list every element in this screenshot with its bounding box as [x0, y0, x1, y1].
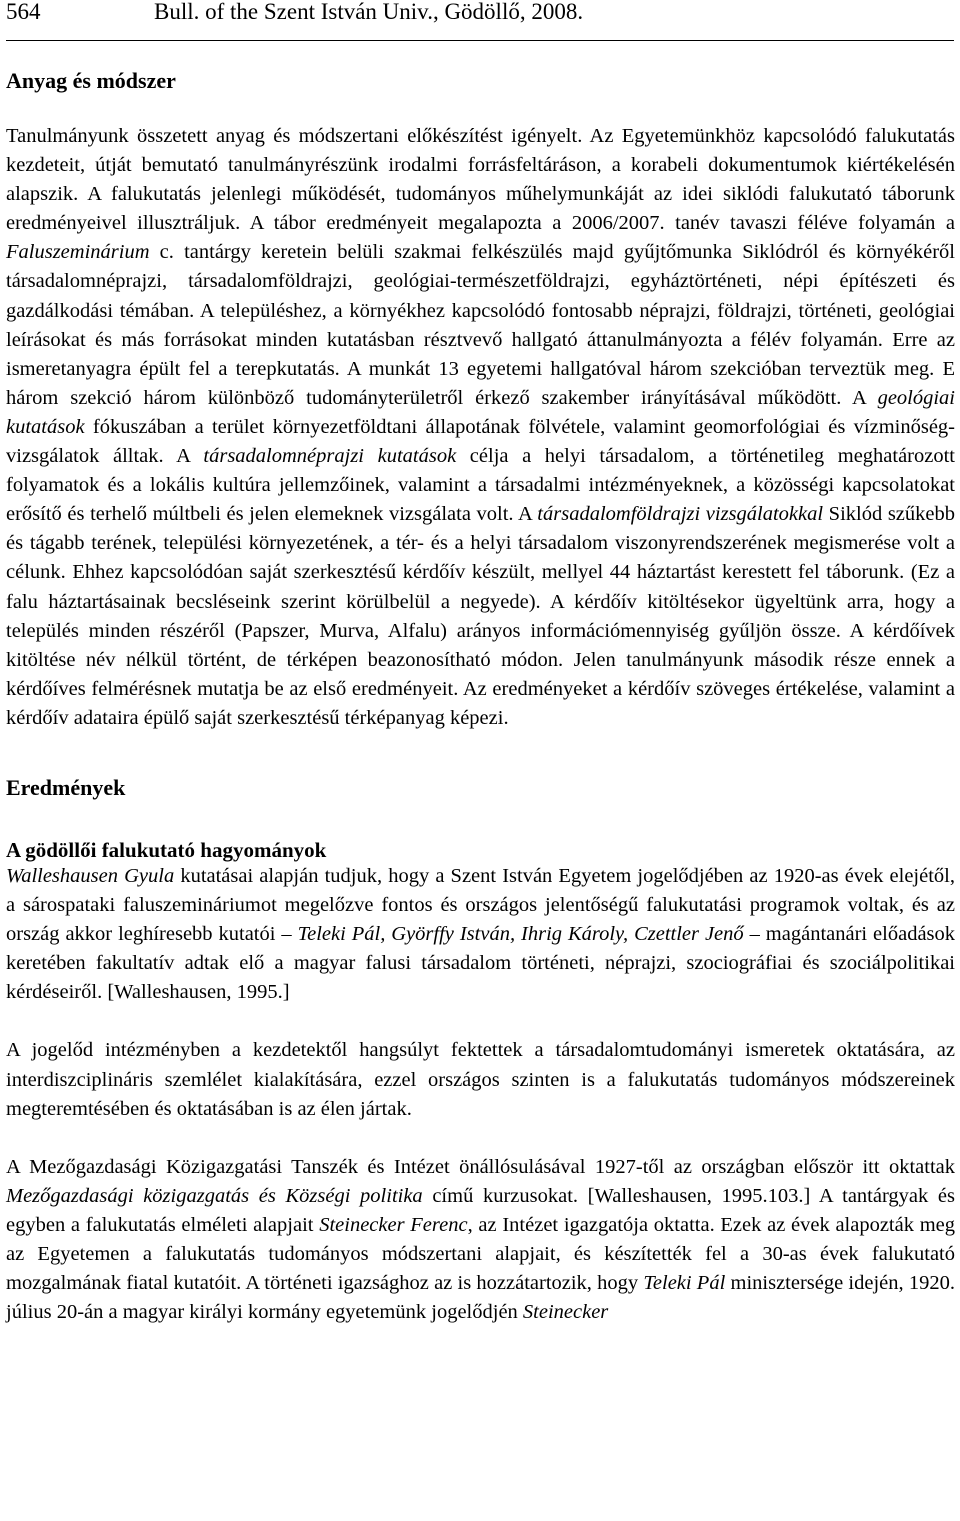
- section-heading-methods: Anyag és módszer: [6, 68, 176, 93]
- results-paragraph-2: A jogelőd intézményben a kezdetektől hangsúlyt fektettek a társadalomtudományi ismeretek oktatására, az interdiszciplináris szemlélet kialakítására, ezzel országos szinten is a falukutatás tudományos módszereinek megteremtésében és oktatásában is az élen jártak.: [6, 1039, 955, 1120]
- results-paragraph-1: Walleshausen Gyula kutatásai alapján tudjuk, hogy a Szent István Egyetem jogelődjében az 1920-as évek elejétől, a sárospataki faluszemináriumot megelőzve fontos és országos jelentőségű falukutatási programok voltak, és az ország akkor leghíresebb kutatói – Teleki Pál, Györffy István, Ihrig Károly, Czettler Jenő – magántanári előadások keretében fakultatív adtak elő a magyar falusi társadalom történeti, néprajzi, szociográfiai és szociálpolitikai kérdéseiről. [Walleshausen, 1995.]: [6, 864, 956, 1004]
- subsection-heading: A gödöllői falukutató hagyományok: [6, 837, 327, 862]
- methods-paragraph: Tanulmányunk összetett anyag és módszertani előkészítést igényelt. Az Egyetemünkhöz kapcsolódó falukutatás kezdeteit, útját bemutató tanulmányrészünk irodalmi forrásfeltáráson, a korabeli dokumentumok kiértékelésén alapszik. A falukutatás jelenlegi működését, tudományos műhelymunkáját az idei siklódi falukutató táborunk eredményeivel illusztráljuk. A tábor eredményeit megalapozta a 2006/2007. tanév tavaszi féléve folyamán a Faluszeminárium c. tantárgy keretein belüli szakmai felkészülés majd gyűjtőmunka Siklódról és környékéről társadalomnéprajzi, társadalomföldrajzi, geológiai-természetföldrajzi, egyháztörténeti, népi építészeti és gazdálkodási témában. A településhez, a környékhez kapcsolódó fontosabb néprajzi, földrajzi, történeti, geológiai leírásokat és más forrásokat minden kutatásban résztvevő hallgató áttanulmányozta a félév folyamán. Erre az ismeretanyagra épült fel a terepkutatás. A munkát 13 egyetemi hallgatóval három szekcióban terveztük meg. E három szekció három különböző tudományterületről érkező szakember irányításával működött. A geológiai kutatások fókuszában a terület környezetföldtani állapotának fölvétele, valamint geomorfológiai és vízminőség-vizsgálatok álltak. A társadalomnéprajzi kutatások célja a helyi társadalom, a történetileg meghatározott folyamatok és a lokális kultúra jellemzőinek, valamint a társadalmi intézményeknek, a közösségi kapcsolatokat erősítő és terhelő múltbeli és jelen elemeknek vizsgálata volt. A társadalomföldrajzi vizsgálatokkal Siklód szűkebb és tágabb terének, települési környezetének, a tér- és a helyi társadalom viszonyrendszerének megismerése volt a célunk. Ehhez kapcsolódóan saját szerkesztésű kérdőív készült, mellyel 44 háztartást kerestett fel táborunk. (Ez a falu háztartásainak becsléseink szerint körülbelül a negyede). A kérdőív kitöltésekor ügyeltünk arra, hogy a település minden részéről (Papszer, Murva, Alfalu) arányos információmennyiség gyűljön össze. A kérdőívek kitöltése név nélkül történt, de térképen beazonosítható módon. Jelen tanulmányunk második része ennek a kérdőíves felmérésnek mutatja be az első eredményeit. Az eredményeket a kérdőív szöveges értékelése, valamint a kérdőív adataira épülő saját szerkesztésű térképanyag képezi.: [6, 125, 955, 729]
- page-header: [6, 0, 954, 41]
- page-number: 564: [6, 0, 41, 24]
- section-heading-results: Eredmények: [6, 774, 126, 800]
- journal-citation: Bull. of the Szent István Univ., Gödöllő, 2008.: [154, 0, 584, 24]
- article-body: [6, 55, 955, 1327]
- results-paragraph-3: A Mezőgazdasági Közigazgatási Tanszék és Intézet önállósulásával 1927-től az országban először itt oktattak Mezőgazdasági közigazgatás és Községi politika című kurzusokat. [Walleshausen, 1995.103.] A tantárgyak és egyben a falukutatás elméleti alapjait Steinecker Ferenc, az Intézet igazgatója oktatta. Ezek az évek alapozták meg az Egyetemen a falukutatás tudományos módszertani alapjait, és készítették fel a 30-as évek falukutató mozgalmának fiatal kutatóit. A történeti igazsághoz az is hozzátartozik, hogy Teleki Pál minisztersége idején, 1920. július 20-án a magyar királyi kormány egyetemünk jogelődjén Steinecker: [6, 1155, 955, 1324]
